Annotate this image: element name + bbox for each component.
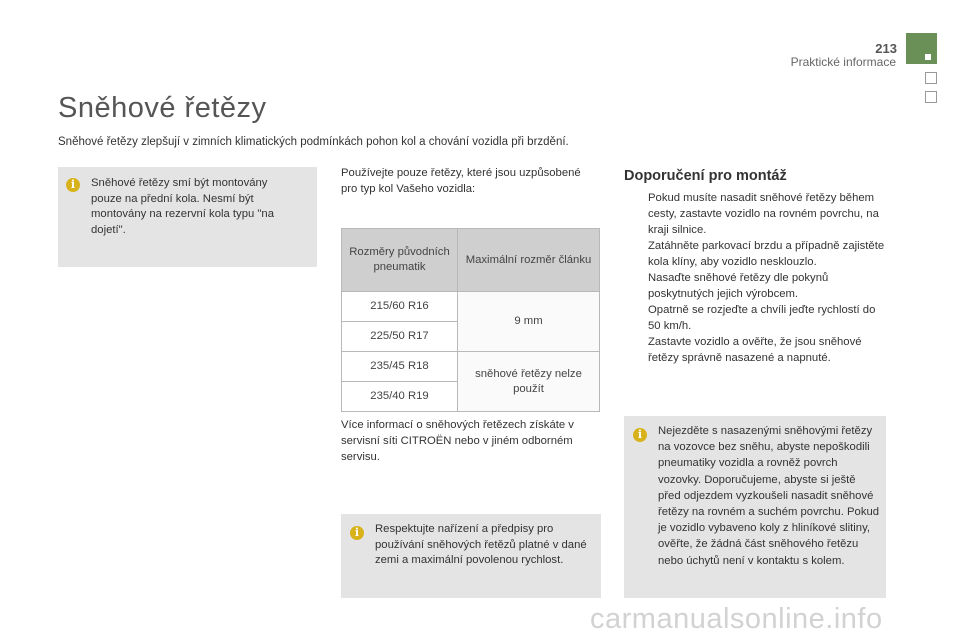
- recommendation-list: [624, 190, 886, 366]
- intro-text: Sněhové řetězy zlepšují v zimních klimatických podmínkách pohon kol a chování vozidla při brzdění.: [58, 136, 569, 148]
- table-cell-tire-size: 235/45 R18: [342, 352, 458, 382]
- chapter-tab-active[interactable]: [906, 33, 937, 64]
- chapter-tab-box[interactable]: [925, 91, 937, 103]
- note-text: Sněhové řetězy smí být montovány pouze na přední kola. Nesmí být montovány na rezervní kola typu "na dojetí".: [91, 177, 274, 236]
- chapter-tab-box[interactable]: [925, 72, 937, 84]
- table-cell-max-link: 9 mm: [458, 292, 600, 352]
- info-icon: i: [66, 178, 80, 192]
- table-row: [342, 292, 600, 322]
- regulations-note: [341, 514, 601, 598]
- list-item: [624, 238, 886, 270]
- table-cell-max-link: sněhové řetězy nelze použít: [458, 352, 600, 412]
- list-item-text: Zatáhněte parkovací brzdu a případně zajistěte kola klíny, aby vozidlo nesklouzlo.: [648, 240, 885, 268]
- section-name: Praktické informace: [790, 55, 896, 69]
- list-item-text: Nasaďte sněhové řetězy dle pokynů poskytnutých jejich výrobcem.: [648, 272, 829, 300]
- watermark: carmanualsonline.info: [590, 603, 883, 635]
- table-cell-tire-size: 225/50 R17: [342, 322, 458, 352]
- list-item-text: Opatrně se rozjeďte a chvíli jeďte rychlostí do 50 km/h.: [648, 304, 876, 332]
- info-icon: i: [350, 526, 364, 540]
- table-header-max-link: Maximální rozměr článku: [458, 229, 600, 292]
- table-cell-tire-size: 215/60 R16: [342, 292, 458, 322]
- table-cell-tire-size: 235/40 R19: [342, 382, 458, 412]
- page-title: Sněhové řetězy: [58, 92, 267, 124]
- driving-without-snow-note: [624, 416, 886, 598]
- note-text: Respektujte nařízení a předpisy pro používání sněhových řetězů platné v dané zemi a maximální povolenou rychlost.: [375, 523, 587, 566]
- tire-chain-table: [341, 228, 600, 412]
- chapter-tab-marker-icon: [925, 54, 931, 60]
- section-heading: Doporučení pro montáž: [624, 168, 787, 184]
- table-header-row: [342, 229, 600, 292]
- note-text: Nejezděte s nasazenými sněhovými řetězy na vozovce bez sněhu, abyste nepoškodili pneumatiky vozidla a rovněž povrch vozovky. Doporučujeme, abyste si ještě před odjezdem vyzkoušeli nasadit sněhové řetězy na rovném a suchém povrchu. Pokud je vozidlo vybaveno koly z hliníkové slitiny, ověřte, že žádná část sněhového řetězu nebo úchytů není v kontaktu s kolem.: [658, 425, 880, 567]
- list-item: [624, 302, 886, 334]
- more-info-text: Více informací o sněhových řetězech získáte v servisní síti CITROËN nebo v jiném odborném servisu.: [341, 419, 574, 463]
- list-item: [624, 334, 886, 366]
- chain-usage-text: Používejte pouze řetězy, které jsou uzpůsobené pro typ kol Vašeho vozidla:: [341, 167, 581, 195]
- table-header-tire-size: Rozměry původních pneumatik: [342, 229, 458, 292]
- list-item: [624, 190, 886, 238]
- list-item: [624, 270, 886, 302]
- table-row: [342, 352, 600, 382]
- front-wheels-note: [58, 167, 317, 267]
- list-item-text: Zastavte vozidlo a ověřte, že jsou sněhové řetězy správně nasazené a napnuté.: [648, 336, 862, 364]
- info-icon: i: [633, 428, 647, 442]
- page-number: 213: [875, 41, 897, 56]
- list-item-text: Pokud musíte nasadit sněhové řetězy během cesty, zastavte vozidlo na rovném povrchu, na kraji silnice.: [648, 192, 879, 236]
